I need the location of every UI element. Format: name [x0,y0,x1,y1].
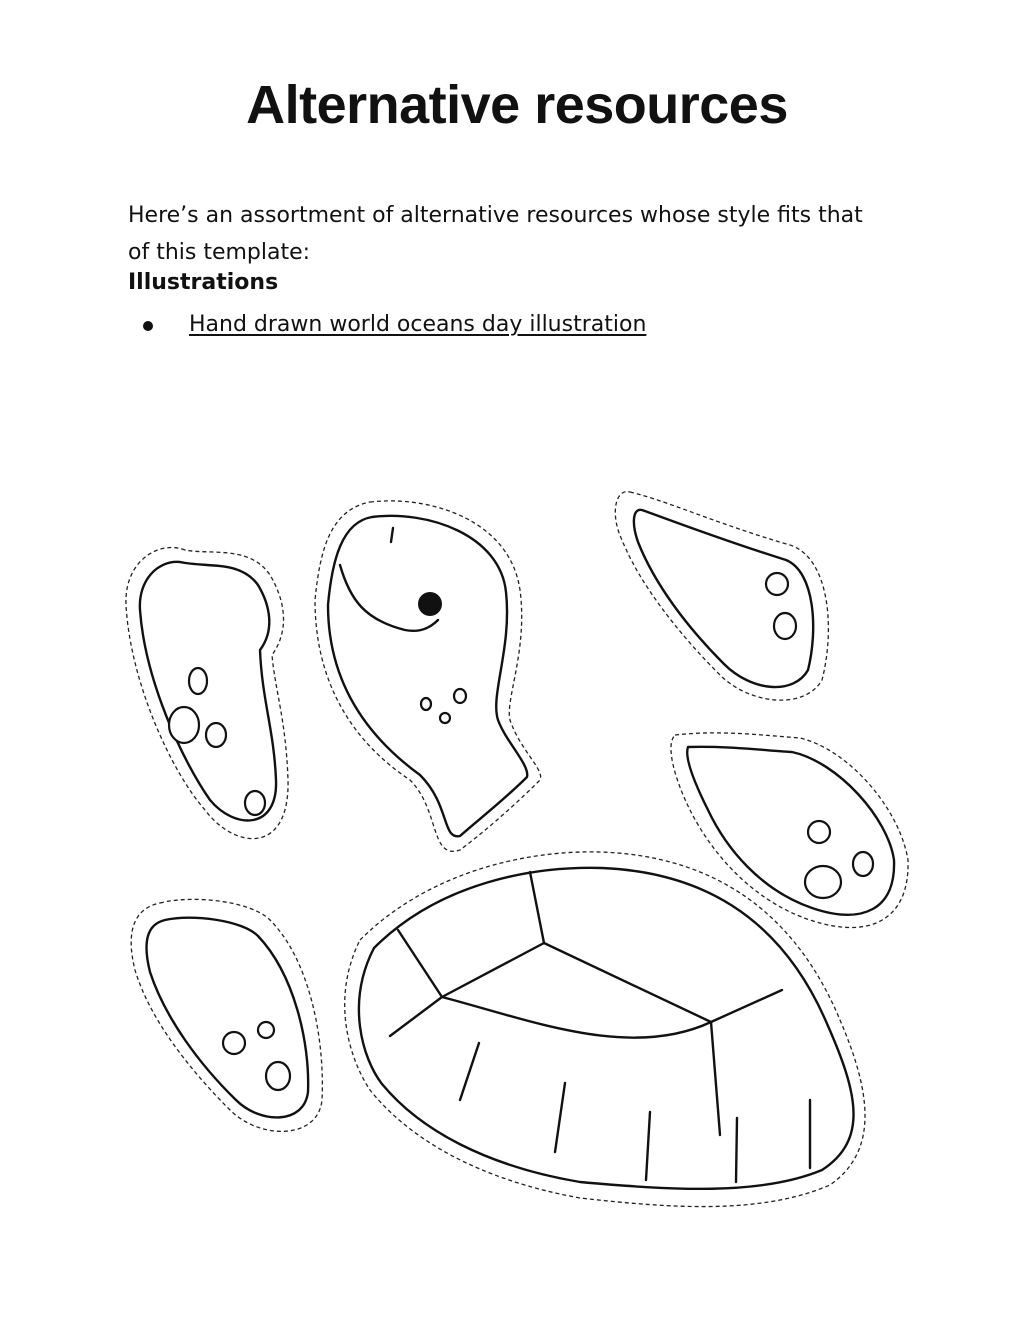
head-piece [315,501,541,851]
bullet-icon [143,321,153,331]
flipper-bottom-left-piece [131,899,322,1131]
shell-piece [345,852,865,1207]
section-heading-illustrations: Illustrations [128,270,279,295]
turtle-cutout-illustration [110,480,910,1210]
flipper-top-right-piece [615,492,828,701]
intro-paragraph: Here’s an assortment of alternative resources whose style fits that of this template: [128,203,863,265]
page-title: Alternative resources [246,75,788,135]
list-item [128,308,646,342]
resource-list [128,308,646,342]
resource-link[interactable]: Hand drawn world oceans day illustration [189,312,647,337]
flipper-left-piece [126,547,288,838]
